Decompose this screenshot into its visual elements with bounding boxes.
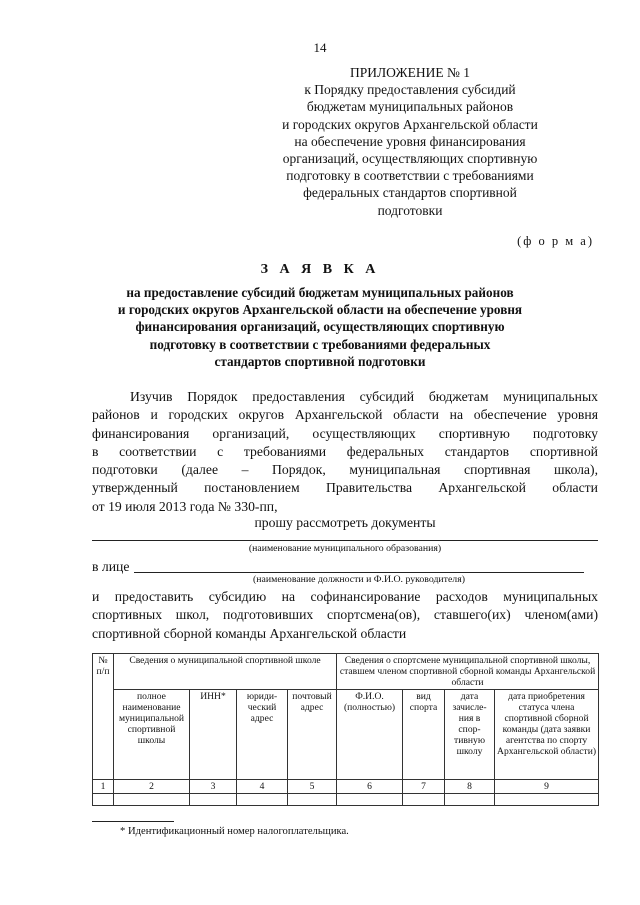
paragraph-line: финансирования организаций, осуществляющих спортивную подготовку — [92, 425, 598, 441]
request-paragraph — [92, 588, 598, 643]
paragraph-line: в соответствии с требованиями федеральных стандартов спортивной — [92, 443, 598, 459]
column-number: 6 — [337, 780, 403, 794]
position-caption: (наименование должности и Ф.И.О. руководителя) — [253, 574, 465, 585]
subtitle-line: и городских округов Архангельской области на обеспечение уровня — [117, 302, 523, 318]
header-full-name: Ф.И.О. (полностью) — [337, 690, 403, 780]
table-cell[interactable] — [114, 794, 190, 806]
appendix-line: подготовки — [377, 202, 443, 218]
column-number: 1 — [93, 780, 114, 794]
header-inn: ИНН* — [190, 690, 237, 780]
form-label: (ф о р м а) — [517, 234, 594, 248]
header-team-status-date: дата приобретения статуса члена спортивной сборной команды (дата заявки агентства по спорту Архангельской области) — [495, 690, 599, 780]
header-sport: вид спорта — [403, 690, 445, 780]
column-number: 2 — [114, 780, 190, 794]
column-number: 3 — [190, 780, 237, 794]
appendix-line: на обеспечение уровня финансирования — [294, 133, 526, 149]
appendix-line: к Порядку предоставления субсидий — [304, 82, 516, 98]
column-number: 4 — [237, 780, 288, 794]
subtitle-line: финансирования организаций, осуществляющих спортивную — [135, 319, 505, 335]
municipality-caption: (наименование муниципального образования) — [248, 543, 442, 554]
in-person-label: в лице — [92, 559, 130, 574]
header-legal-address: юриди-ческий адрес — [237, 690, 288, 780]
subtitle-line: на предоставление субсидий бюджетам муниципальных районов — [126, 285, 514, 300]
table-cell[interactable] — [288, 794, 337, 806]
paragraph-line: спортивной сборной команды Архангельской области — [92, 625, 407, 641]
intro-paragraph — [92, 388, 598, 516]
footnote-divider — [92, 821, 174, 822]
document-title: З А Я В К А — [260, 262, 380, 277]
paragraph-line: утвержденный постановлением Правительства Архангельской области — [92, 480, 598, 496]
paragraph-line: и предоставить субсидию на софинансирование расходов муниципальных — [92, 589, 598, 604]
appendix-line: федеральных стандартов спортивной — [303, 185, 517, 201]
table-cell[interactable] — [495, 794, 599, 806]
subtitle-line: стандартов спортивной подготовки — [214, 353, 426, 369]
table-cell[interactable] — [190, 794, 237, 806]
footnote: * Идентификационный номер налогоплательщика. — [120, 826, 349, 837]
municipality-field-line[interactable] — [92, 540, 598, 541]
header-postal-address: почтовый адрес — [288, 690, 337, 780]
paragraph-line: районов и городских округов Архангельской области на обеспечение уровня — [92, 407, 598, 423]
table-cell[interactable] — [93, 794, 114, 806]
appendix-line: организаций, осуществляющих спортивную — [282, 151, 538, 167]
column-number: 9 — [495, 780, 599, 794]
table-cell[interactable] — [403, 794, 445, 806]
paragraph-line: от 19 июля 2013 года № 330-пп, — [92, 498, 278, 514]
appendix-line: подготовку в соответствии с требованиями — [286, 168, 534, 184]
header-group-athlete: Сведения о спортсмене муниципальной спортивной школы, ставшем членом спортивной сборной команды Архангельской области — [337, 654, 599, 690]
column-number: 5 — [288, 780, 337, 794]
table-cell[interactable] — [445, 794, 495, 806]
application-table — [92, 653, 599, 806]
header-enrollment-date: дата зачисле-ния в спор-тивную школу — [445, 690, 495, 780]
position-field-line[interactable] — [134, 572, 584, 573]
column-number: 8 — [445, 780, 495, 794]
appendix-line: и городских округов Архангельской области — [282, 116, 538, 132]
table-cell[interactable] — [337, 794, 403, 806]
document-subtitle — [60, 284, 580, 370]
column-number: 7 — [403, 780, 445, 794]
paragraph-line: Изучив Порядок предоставления субсидий бюджетам муниципальных — [130, 389, 598, 404]
table-cell[interactable] — [237, 794, 288, 806]
appendix-line: ПРИЛОЖЕНИЕ № 1 — [349, 65, 471, 80]
paragraph-line: спортивных школ, подготовивших спортсмена(ов), ставшего(их) членом(ами) — [92, 607, 598, 623]
header-group-school: Сведения о муниципальной спортивной школе — [114, 654, 337, 690]
paragraph-line: подготовки (далее – Порядок, муниципальная спортивная школа), — [92, 462, 598, 478]
appendix-line: бюджетам муниципальных районов — [306, 99, 514, 115]
header-num: № п/п — [93, 654, 114, 780]
header-school-name: полное наименование муниципальной спортивной школы — [114, 690, 190, 780]
page-number: 14 — [313, 40, 327, 55]
appendix-header — [280, 64, 540, 219]
subtitle-line: подготовку в соответствии с требованиями федеральных — [149, 336, 491, 352]
request-line: прошу рассмотреть документы — [254, 515, 436, 530]
